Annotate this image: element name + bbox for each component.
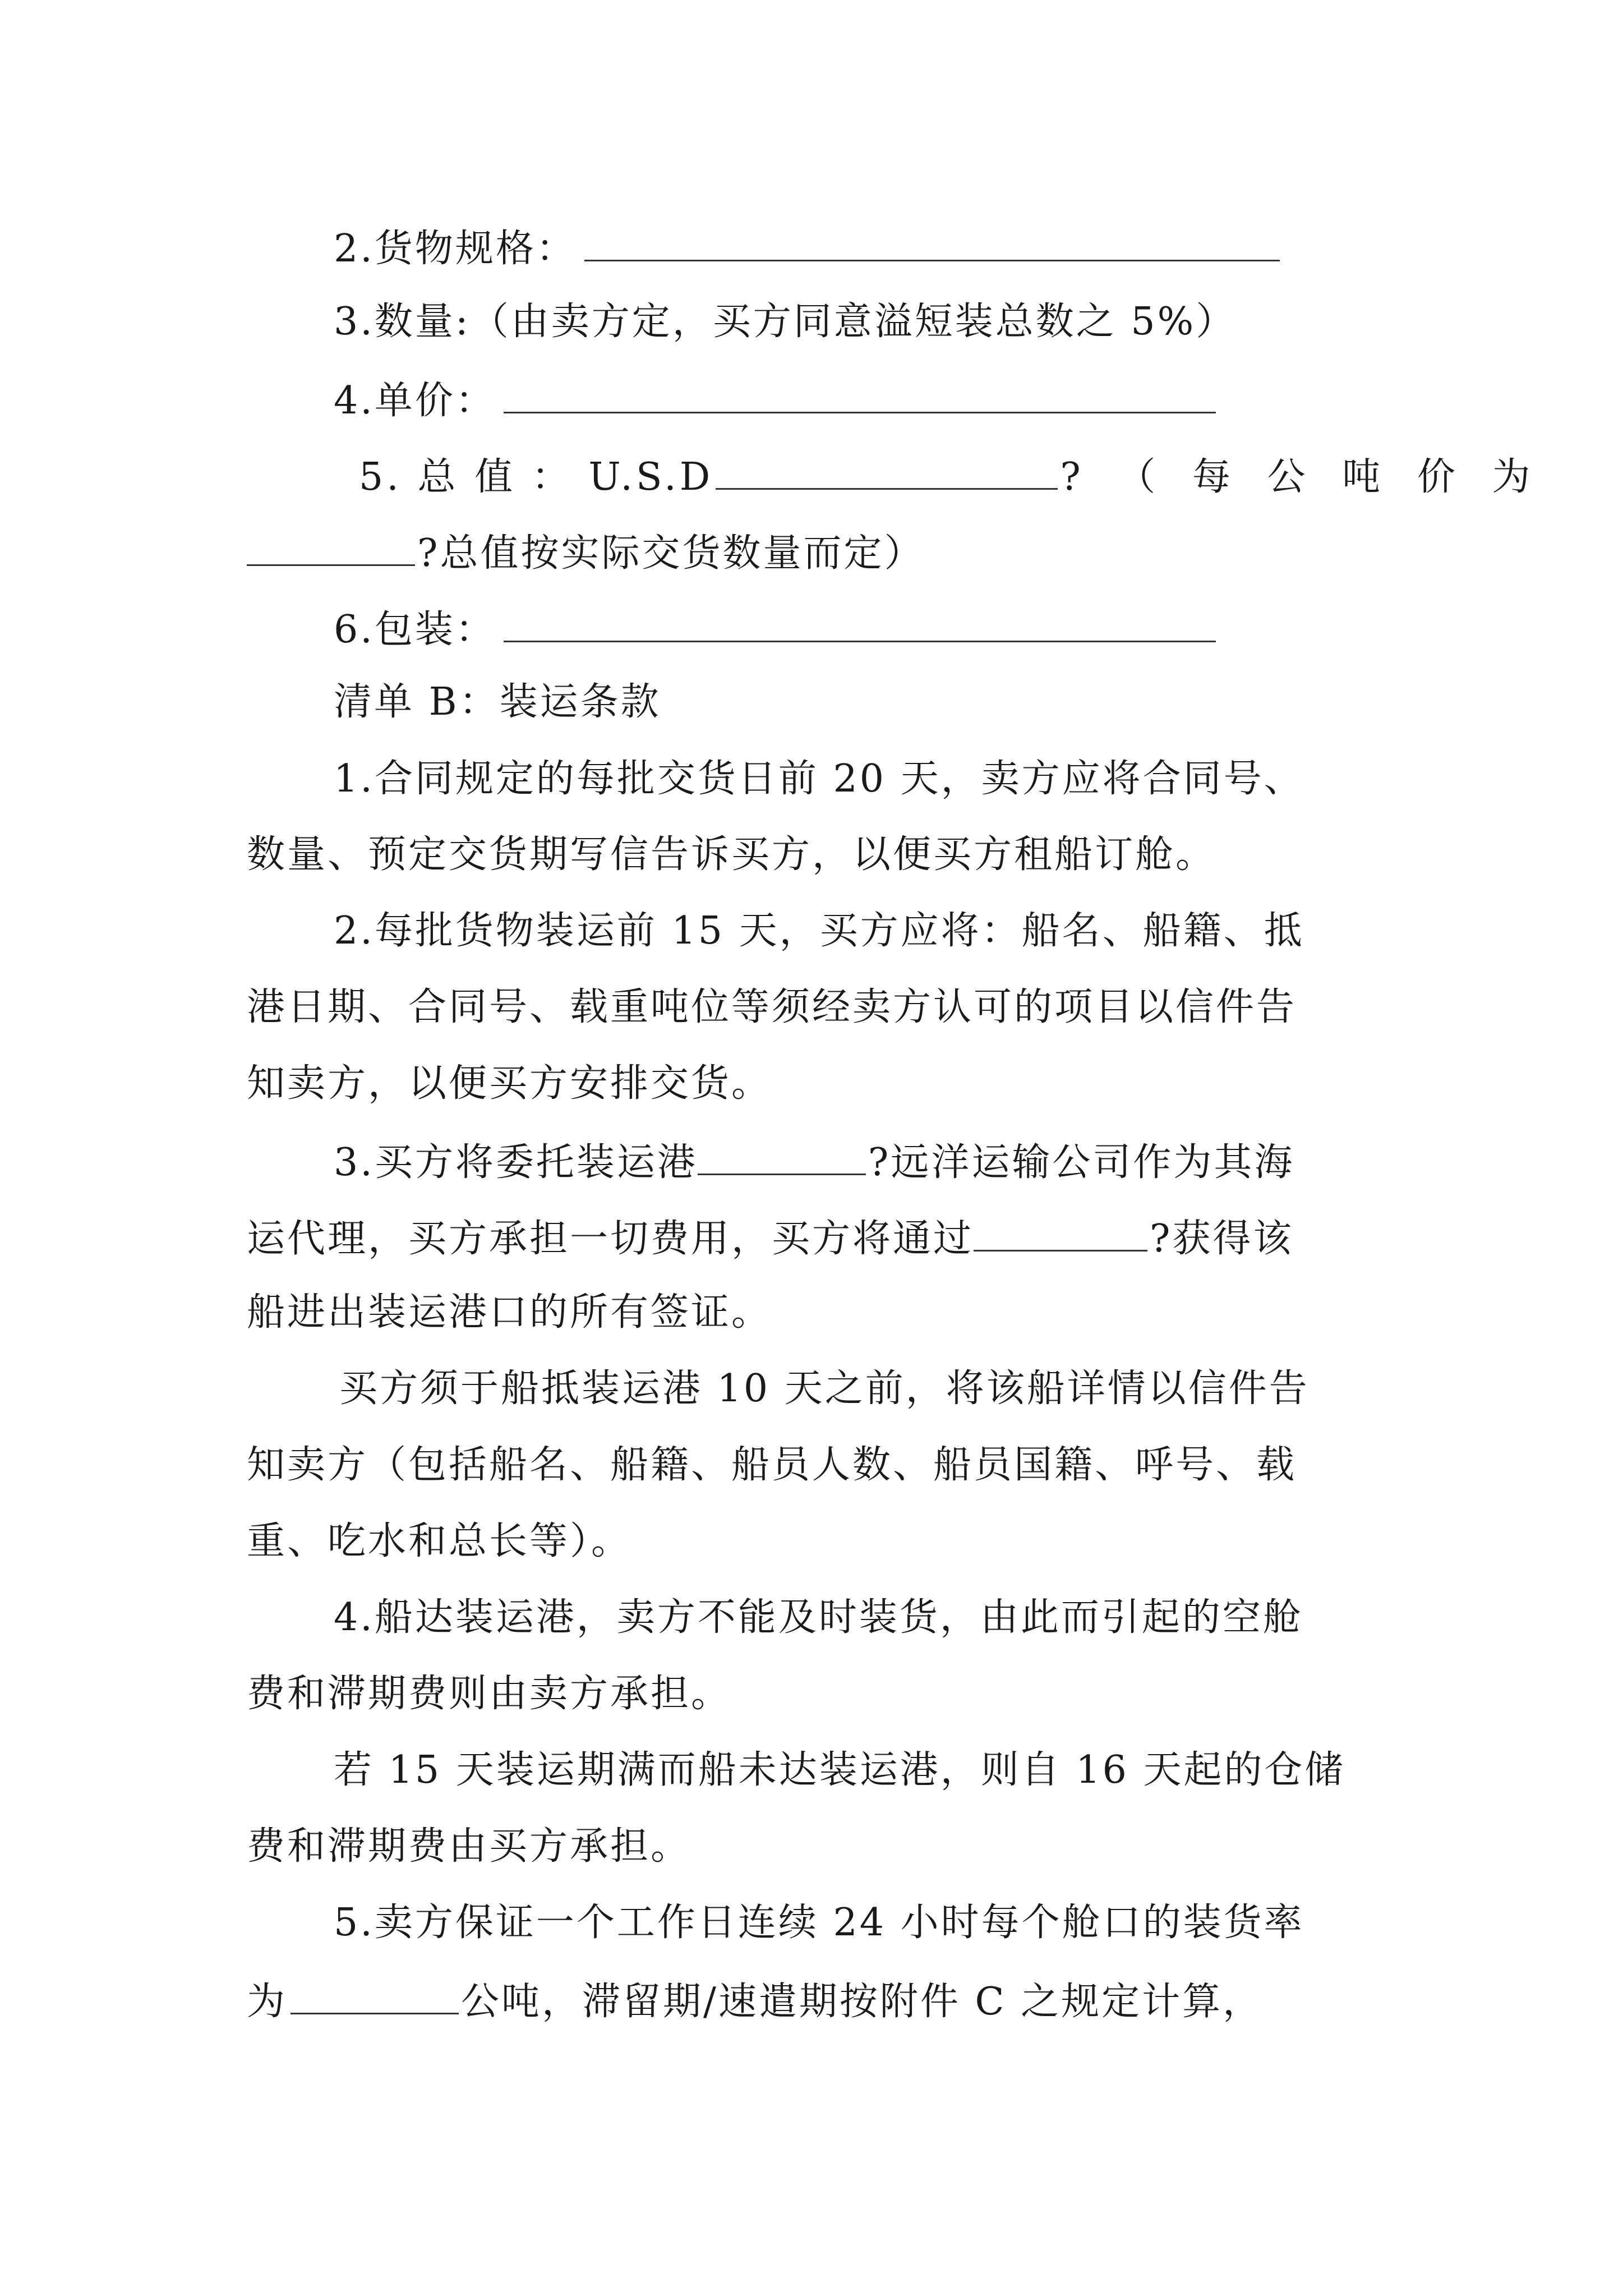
clause4-line2-text: 费和滞期费则由卖方承担。 [247, 1672, 732, 1716]
unit-price-label: 4.单价： [334, 379, 496, 423]
clause3-para2-line2 [247, 1443, 1297, 1487]
clause1-line1-text: 1.合同规定的每批交货日前 20 天，卖方应将合同号、 [334, 757, 1304, 801]
packing-label: 6.包装： [334, 608, 496, 652]
clause3-line1-a: 3.买方将委托装运港 [334, 1140, 698, 1185]
clause5-line2-a: 为 [247, 1980, 288, 2024]
clause3-line1-b: ?远洋运输公司作为其海 [868, 1140, 1295, 1185]
clause3-line3-text: 船进出装运港口的所有签证。 [247, 1290, 772, 1335]
clause2-line1-text: 2.每批货物装运前 15 天，买方应将：船名、船籍、抵 [334, 909, 1304, 953]
total-value-line [359, 455, 1543, 499]
clause4-para2-line2 [247, 1824, 691, 1869]
clause4-line2 [247, 1672, 732, 1716]
clause1-line2 [247, 832, 1216, 877]
unit-price-blank[interactable] [504, 379, 1216, 413]
clause2-line2-text: 港日期、合同号、载重吨位等须经卖方认可的项目以信件告 [247, 985, 1297, 1029]
clause3-para2-line3 [247, 1519, 632, 1563]
clause3-line1 [334, 1140, 1295, 1185]
clause2-line2 [247, 985, 1297, 1029]
clause3-line3 [247, 1290, 772, 1335]
clause5-line2-b: 公吨，滞留期/速遣期按附件 C 之规定计算， [461, 1980, 1264, 2024]
clause5-line1 [334, 1901, 1304, 1945]
clause4-line1 [334, 1595, 1303, 1640]
clause3-line2-b: ?获得该 [1150, 1217, 1294, 1261]
section-b-title-text: 清单 B：装运条款 [334, 680, 661, 724]
quantity-text: 3.数量:（由卖方定，买方同意溢短装总数之 5%） [334, 300, 1237, 344]
price-per-ton-blank[interactable] [247, 532, 415, 566]
spec-line [334, 227, 1280, 271]
section-b-title [334, 680, 661, 724]
quantity-line [334, 300, 1237, 344]
packing-blank[interactable] [504, 608, 1216, 642]
clause4-para2-line1-text: 若 15 天装运期满而船未达装运港，则自 16 天起的仓储 [334, 1748, 1345, 1792]
spec-blank[interactable] [584, 227, 1280, 261]
clause3-para2-line1-text: 买方须于船抵装运港 10 天之前，将该船详情以信件告 [339, 1366, 1310, 1411]
clause1-line1 [334, 757, 1304, 801]
clause3-para2-line2-text: 知卖方（包括船名、船籍、船员人数、船员国籍、呼号、载 [247, 1443, 1297, 1487]
agent-blank[interactable] [974, 1217, 1147, 1251]
clause3-line2 [247, 1217, 1294, 1261]
total-value-label: 5. 总 值 ： U.S.D [359, 455, 714, 499]
unit-price-line [334, 379, 1216, 423]
clause4-para2-line2-text: 费和滞期费由买方承担。 [247, 1824, 691, 1869]
packing-line [334, 608, 1216, 652]
total-value-mid: ? （ 每 公 吨 价 为 [1060, 455, 1543, 499]
shipping-port-blank[interactable] [698, 1141, 866, 1175]
clause3-para2-line1 [339, 1366, 1310, 1411]
total-value-blank[interactable] [716, 455, 1058, 490]
clause3-line2-a: 运代理，买方承担一切费用，买方将通过 [247, 1217, 974, 1261]
clause2-line1 [334, 909, 1304, 953]
clause2-line3 [247, 1061, 772, 1106]
clause5-line2 [247, 1980, 1264, 2024]
clause3-para2-line3-text: 重、吃水和总长等）。 [247, 1519, 632, 1563]
total-value-end: ?总值按实际交货数量而定） [417, 531, 925, 576]
clause4-para2-line1 [334, 1748, 1345, 1792]
loading-rate-blank[interactable] [291, 1980, 459, 2014]
clause2-line3-text: 知卖方，以便买方安排交货。 [247, 1061, 772, 1106]
clause5-line1-text: 5.卖方保证一个工作日连续 24 小时每个舱口的装货率 [334, 1901, 1304, 1945]
total-value-line-2 [247, 531, 925, 576]
spec-label: 2.货物规格： [334, 227, 577, 271]
clause4-line1-text: 4.船达装运港，卖方不能及时装货，由此而引起的空舱 [334, 1595, 1303, 1640]
clause1-line2-text: 数量、预定交货期写信告诉买方，以便买方租船订舱。 [247, 832, 1216, 877]
